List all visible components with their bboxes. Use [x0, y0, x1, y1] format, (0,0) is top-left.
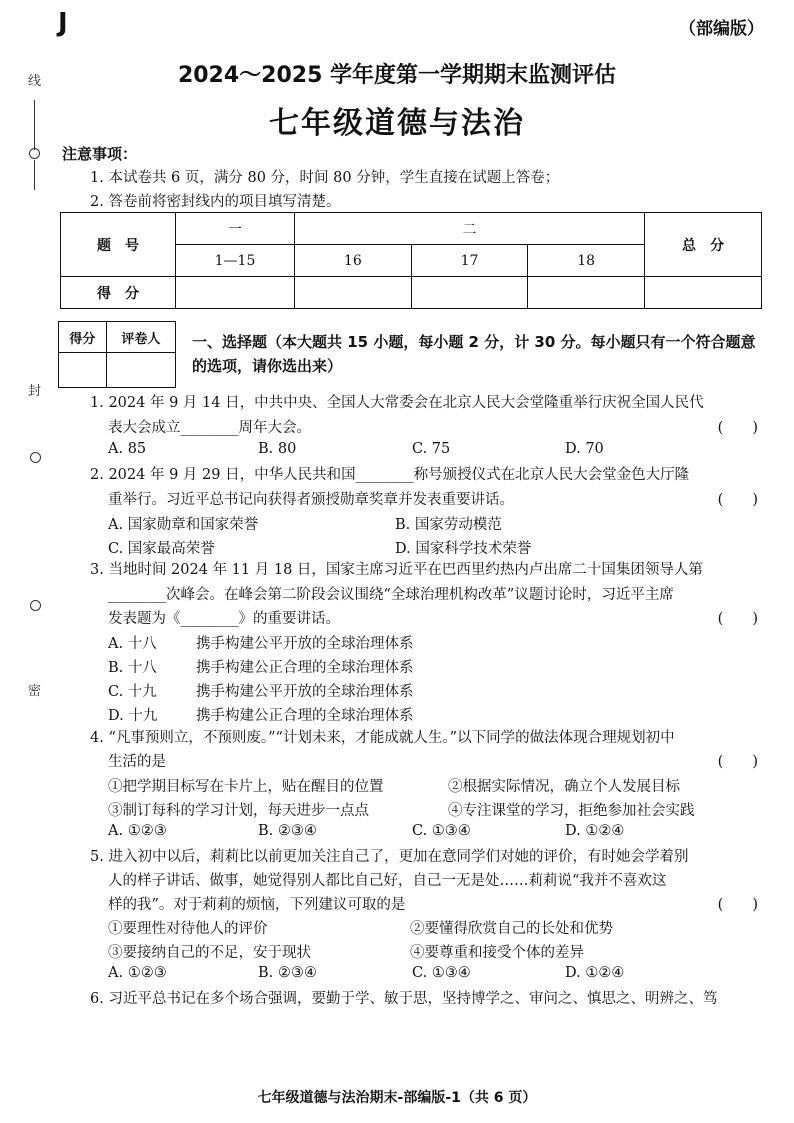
question-3-stem: ________次峰会。在峰会第二阶段会议围绕“全球治理机构改革”议题讨论时，习近平主席 [108, 587, 674, 603]
binding-hole-icon [30, 452, 41, 463]
sub-header: 18 [528, 245, 645, 277]
part1-header: 一 [176, 213, 295, 245]
note-item: 1. 本试卷共 6 页，满分 80 分，时间 80 分钟，学生直接在试题上答卷； [90, 170, 560, 186]
option-letter: A. 十八 [108, 636, 157, 652]
option: B. ②③④ [258, 823, 317, 839]
question-2-stem: 2. 2024 年 9 月 29 日，中华人民共和国________称号颁授仪式在北京人民大会堂金色大厅隆 [90, 467, 690, 483]
binding-char-feng: 封 [28, 384, 42, 399]
binding-dash [34, 160, 35, 190]
part2-header: 二 [295, 213, 645, 245]
grader-name-label: 评卷人 [106, 322, 175, 353]
option: D. 国家科学技术荣誉 [395, 541, 532, 557]
question-3-stem: 发表题为《________》的重要讲话。 [108, 611, 340, 627]
answer-bracket[interactable]: ( ) [717, 754, 758, 770]
option: A. 国家勋章和国家荣誉 [108, 517, 259, 533]
option-text: 携手构建公正合理的全球治理体系 [196, 660, 414, 676]
section-title: 一、选择题（本大题共 15 小题，每小题 2 分，计 30 分。每小题只有一个符合题意的选项，请你选出来） [192, 333, 756, 375]
grader-score-label: 得分 [59, 322, 107, 353]
grader-name-cell[interactable] [106, 353, 175, 388]
answer-bracket[interactable]: ( ) [717, 611, 758, 627]
option-letter: D. 十九 [108, 708, 158, 724]
statement-item: ①把学期目标写在卡片上，贴在醒目的位置 [108, 779, 384, 795]
statement-item: ④专注课堂的学习，拒绝参加社会实践 [448, 803, 695, 819]
question-5-stem: 样的我”。对于莉莉的烦恼，下列建议可取的是 [108, 897, 406, 913]
grader-score-cell[interactable] [59, 353, 107, 388]
row-label-number: 题 号 [61, 213, 176, 277]
option: D. ①②④ [565, 823, 625, 839]
question-3-stem: 3. 当地时间 2024 年 11 月 18 日，国家主席习近平在巴西里约热内卢出席二十国集团领导人第 [90, 562, 703, 578]
score-table [60, 212, 762, 309]
paper-code: J [58, 8, 68, 38]
total-header: 总 分 [645, 213, 762, 277]
score-cell[interactable] [645, 277, 762, 309]
statement-item: ③制订每科的学习计划，每天进步一点点 [108, 803, 369, 819]
option-letter: B. 十八 [108, 660, 157, 676]
option: B. 国家劳动模范 [395, 517, 502, 533]
subject-title: 七年级道德与法治 [269, 106, 525, 141]
option-text: 携手构建公平开放的全球治理体系 [196, 636, 414, 652]
statement-item: ①要理性对待他人的评价 [108, 921, 268, 937]
question-1-stem: 1. 2024 年 9 月 14 日，中共中央、全国人大常委会在北京人民大会堂隆重举行庆祝全国人民代 [90, 395, 704, 411]
option: C. ①③④ [412, 965, 471, 981]
note-item: 2. 答卷前将密封线内的项目填写清楚。 [90, 194, 341, 210]
question-1-stem: 表大会成立________周年大会。 [108, 420, 311, 436]
score-cell[interactable] [295, 277, 412, 309]
binding-char-mi: 密 [28, 684, 42, 699]
option: C. ①③④ [412, 823, 471, 839]
question-5-stem: 5. 进入初中以后，莉莉比以前更加关注自己了，更加在意同学们对她的评价，有时她会学着别 [90, 849, 689, 865]
exam-title: 2024～2025 学年度第一学期期末监测评估 [177, 63, 617, 88]
sub-header: 1—15 [176, 245, 295, 277]
option-text: 携手构建公正合理的全球治理体系 [196, 708, 414, 724]
question-6-stem: 6. 习近平总书记在多个场合强调，要勤于学、敏于思，坚持博学之、审问之、慎思之、明辨之、笃 [90, 991, 718, 1007]
option: B. ②③④ [258, 965, 317, 981]
page-footer: 七年级道德与法治期末-部编版-1（共 6 页） [257, 1090, 537, 1106]
row-label-score: 得 分 [61, 277, 176, 309]
option: A. ①②③ [108, 965, 167, 981]
grader-box [58, 321, 176, 388]
option: A. 85 [108, 441, 147, 457]
edition-label: （部编版） [679, 19, 764, 39]
binding-char-xian: 线 [28, 74, 42, 89]
sub-header: 16 [295, 245, 412, 277]
score-cell[interactable] [176, 277, 295, 309]
option-text: 携手构建公平开放的全球治理体系 [196, 684, 414, 700]
option: C. 75 [412, 441, 451, 457]
statement-item: ④要尊重和接受个体的差异 [410, 945, 584, 961]
score-cell[interactable] [528, 277, 645, 309]
question-2-stem: 重举行。习近平总书记向获得者颁授勋章奖章并发表重要讲话。 [108, 492, 514, 508]
score-cell[interactable] [411, 277, 528, 309]
statement-item: ②要懂得欣赏自己的长处和优势 [410, 921, 613, 937]
statement-item: ②根据实际情况，确立个人发展目标 [448, 779, 680, 795]
option: C. 国家最高荣誉 [108, 541, 215, 557]
option: B. 80 [258, 441, 297, 457]
sub-header: 17 [411, 245, 528, 277]
question-4-stem: 4. “凡事预则立，不预则废。”“计划未来，才能成就人生。”以下同学的做法体现合理规划初中 [90, 730, 675, 746]
answer-bracket[interactable]: ( ) [717, 897, 758, 913]
binding-hole-icon [29, 148, 40, 159]
binding-hole-icon [30, 600, 41, 611]
option: D. 70 [565, 441, 604, 457]
option: D. ①②④ [565, 965, 625, 981]
notes-heading: 注意事项： [62, 145, 138, 163]
statement-item: ③要接纳自己的不足，安于现状 [108, 945, 311, 961]
option-letter: C. 十九 [108, 684, 157, 700]
option: A. ①②③ [108, 823, 167, 839]
answer-bracket[interactable]: ( ) [717, 420, 758, 436]
answer-bracket[interactable]: ( ) [717, 492, 758, 508]
question-5-stem: 人的样子讲话、做事，她觉得别人都比自己好，自己一无是处……莉莉说“我并不喜欢这 [108, 873, 667, 889]
question-4-stem: 生活的是 [108, 754, 166, 770]
